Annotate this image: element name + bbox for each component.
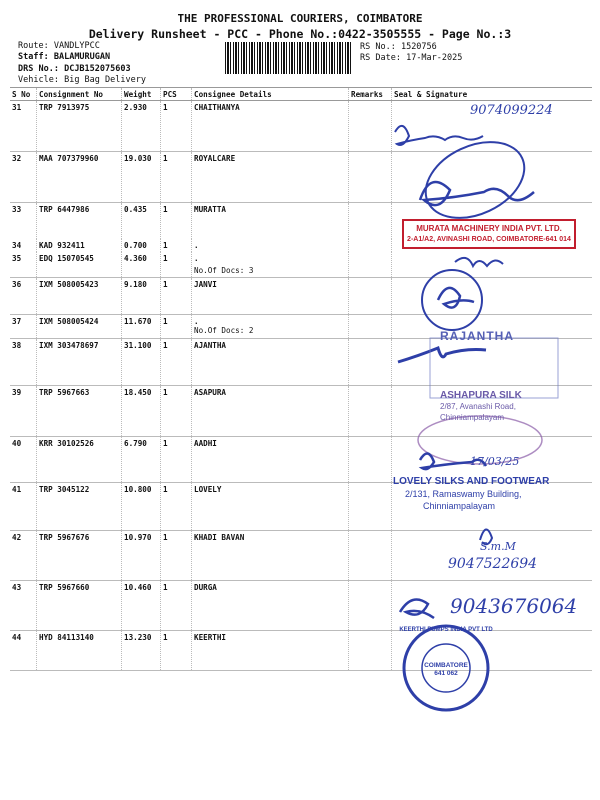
cell-consignee: JANVI xyxy=(192,277,349,314)
cell-consignment: TRP 5967660 xyxy=(37,580,122,630)
cell-remarks xyxy=(349,203,392,239)
cell-pcs: 1 xyxy=(161,239,192,252)
cell-weight: 2.930 xyxy=(122,101,161,152)
cell-remarks xyxy=(349,239,392,252)
keerthi-seal-center xyxy=(416,662,476,678)
cell-sno: 44 xyxy=(10,630,37,670)
cell-sno: 33 xyxy=(10,203,37,239)
route-line: Route: VANDLYPCC xyxy=(18,41,100,51)
cell-consignee: MURATTA xyxy=(192,203,349,239)
rs-date-value: 17-Mar-2025 xyxy=(406,53,463,63)
cell-consignee: . xyxy=(192,239,349,252)
asapura-stamp xyxy=(440,390,522,423)
table-header-row xyxy=(10,88,592,101)
cell-sno: 40 xyxy=(10,436,37,482)
rs-date-line: RS Date: 17-Mar-2025 xyxy=(360,53,463,63)
docs-count: No.Of Docs: 2 xyxy=(194,325,254,335)
company-title: THE PROFESSIONAL COURIERS, COIMBATORE xyxy=(177,12,423,25)
cell-consignment: TRP 5967663 xyxy=(37,385,122,436)
table-row xyxy=(10,338,592,385)
cell-sno: 42 xyxy=(10,530,37,580)
handwritten-phone-3: 9043676064 xyxy=(450,594,578,618)
col-pcs: PCS xyxy=(161,88,192,101)
cell-remarks xyxy=(349,530,392,580)
staff-line: Staff: BALAMURUGAN xyxy=(18,52,111,62)
cell-consignment: KRR 30102526 xyxy=(37,436,122,482)
cell-consignment: IXM 508005423 xyxy=(37,277,122,314)
lovely-stamp-line2: 2/131, Ramaswamy Building, xyxy=(405,489,522,499)
cell-consignee: CHAITHANYA xyxy=(192,101,349,152)
keerthi-seal-city: COIMBATORE xyxy=(424,662,468,669)
rs-no-value: 1520756 xyxy=(400,42,437,52)
cell-weight: 6.790 xyxy=(122,436,161,482)
handwritten-date: 17/03/25 xyxy=(470,455,520,468)
runsheet-subtitle: Delivery Runsheet - PCC - Phone No.:0422-3505555 - Page No.:3 xyxy=(88,27,512,41)
barcode xyxy=(225,42,353,74)
cell-pcs: 1 xyxy=(161,314,192,338)
cell-sno: 34 xyxy=(10,239,37,252)
cell-seal xyxy=(392,152,593,203)
cell-consignee xyxy=(192,314,349,338)
cell-weight: 10.800 xyxy=(122,482,161,530)
col-sno: S No xyxy=(10,88,37,101)
keerthi-seal-pin: 641 062 xyxy=(434,670,458,677)
murata-stamp xyxy=(402,219,576,249)
cell-consignment: TRP 7913975 xyxy=(37,101,122,152)
cell-weight: 13.230 xyxy=(122,630,161,670)
cell-remarks xyxy=(349,482,392,530)
cell-seal xyxy=(392,252,593,278)
cell-seal xyxy=(392,338,593,385)
table-row xyxy=(10,252,592,278)
cell-sno: 36 xyxy=(10,277,37,314)
drs-line: DRS No.: DCJB152075603 xyxy=(18,64,131,74)
cell-consignee: AADHI xyxy=(192,436,349,482)
cell-consignee: DURGA xyxy=(192,580,349,630)
cell-weight: 4.360 xyxy=(122,252,161,278)
cell-consignee: ROYALCARE xyxy=(192,152,349,203)
cell-pcs: 1 xyxy=(161,385,192,436)
cell-weight: 10.970 xyxy=(122,530,161,580)
table-row xyxy=(10,530,592,580)
cell-sno: 37 xyxy=(10,314,37,338)
handwritten-phone-1: 9074099224 xyxy=(470,103,553,118)
cell-consignment: MAA 707379960 xyxy=(37,152,122,203)
col-weight: Weight xyxy=(122,88,161,101)
docs-count: No.Of Docs: 3 xyxy=(194,265,254,275)
keerthi-seal-ring: KEERTHI PUMPS INDIA PVT LTD xyxy=(399,627,493,633)
cell-pcs: 1 xyxy=(161,580,192,630)
cell-consignment: TRP 3045122 xyxy=(37,482,122,530)
col-seal: Seal & Signature xyxy=(392,88,593,101)
lovely-stamp-line3: Chinniampalayam xyxy=(423,501,496,511)
drs-value: DCJB152075603 xyxy=(64,64,131,74)
rs-no-line: RS No.: 1520756 xyxy=(360,42,437,52)
consignee-name: . xyxy=(194,316,199,326)
cell-consignee xyxy=(192,252,349,278)
murata-stamp-line2: 2-A1/A2, AVINASHI ROAD, COIMBATORE-641 014 xyxy=(407,236,571,243)
asapura-stamp-line3: Chinniampalayam xyxy=(440,413,505,422)
cell-consignee: ASAPURA xyxy=(192,385,349,436)
asapura-stamp-line1: ASHAPURA SILK xyxy=(440,390,522,401)
col-consignment: Consignment No xyxy=(37,88,122,101)
cell-pcs: 1 xyxy=(161,203,192,239)
cell-sno: 31 xyxy=(10,101,37,152)
vehicle-line: Vehicle: Big Bag Delivery xyxy=(18,75,146,85)
cell-consignment: IXM 508005424 xyxy=(37,314,122,338)
runsheet-table xyxy=(10,87,592,671)
cell-weight: 9.180 xyxy=(122,277,161,314)
cell-sno: 43 xyxy=(10,580,37,630)
col-consignee: Consignee Details xyxy=(192,88,349,101)
cell-pcs: 1 xyxy=(161,530,192,580)
cell-weight: 0.435 xyxy=(122,203,161,239)
route-value: VANDLYPCC xyxy=(53,41,100,51)
cell-consignee: LOVELY xyxy=(192,482,349,530)
cell-weight: 19.030 xyxy=(122,152,161,203)
cell-pcs: 1 xyxy=(161,101,192,152)
rajantha-stamp: RAJANTHA xyxy=(440,329,514,343)
cell-consignment: TRP 5967676 xyxy=(37,530,122,580)
col-remarks: Remarks xyxy=(349,88,392,101)
cell-remarks xyxy=(349,252,392,278)
cell-sno: 35 xyxy=(10,252,37,278)
cell-sno: 38 xyxy=(10,338,37,385)
cell-weight: 11.670 xyxy=(122,314,161,338)
cell-remarks xyxy=(349,630,392,670)
vehicle-value: Big Bag Delivery xyxy=(64,75,146,85)
table-row xyxy=(10,277,592,314)
cell-consignee: KEERTHI xyxy=(192,630,349,670)
cell-consignee: AJANTHA xyxy=(192,338,349,385)
murata-stamp-line1: MURATA MACHINERY INDIA PVT. LTD. xyxy=(416,224,562,233)
cell-remarks xyxy=(349,277,392,314)
cell-seal xyxy=(392,530,593,580)
cell-consignment: EDQ 15070545 xyxy=(37,252,122,278)
cell-pcs: 1 xyxy=(161,252,192,278)
cell-seal xyxy=(392,277,593,314)
cell-sno: 39 xyxy=(10,385,37,436)
lovely-stamp xyxy=(393,476,549,512)
cell-weight: 0.700 xyxy=(122,239,161,252)
cell-remarks xyxy=(349,385,392,436)
cell-consignee: KHADI BAVAN xyxy=(192,530,349,580)
staff-value: BALAMURUGAN xyxy=(53,52,111,62)
cell-consignment: KAD 932411 xyxy=(37,239,122,252)
cell-remarks xyxy=(349,314,392,338)
cell-consignment: HYD 84113140 xyxy=(37,630,122,670)
cell-weight: 31.100 xyxy=(122,338,161,385)
cell-pcs: 1 xyxy=(161,277,192,314)
cell-pcs: 1 xyxy=(161,630,192,670)
cell-remarks xyxy=(349,580,392,630)
cell-pcs: 1 xyxy=(161,482,192,530)
handwritten-phone-2: 9047522694 xyxy=(448,556,538,572)
cell-remarks xyxy=(349,101,392,152)
cell-pcs: 1 xyxy=(161,338,192,385)
cell-remarks xyxy=(349,152,392,203)
handwritten-name: S.m.M xyxy=(480,540,516,553)
cell-pcs: 1 xyxy=(161,152,192,203)
consignee-name: . xyxy=(194,253,199,263)
table-row xyxy=(10,152,592,203)
table-row xyxy=(10,630,592,670)
cell-consignment: TRP 6447986 xyxy=(37,203,122,239)
asapura-stamp-line2: 2/87, Avanashi Road, xyxy=(440,402,516,411)
cell-sno: 32 xyxy=(10,152,37,203)
cell-weight: 10.460 xyxy=(122,580,161,630)
cell-weight: 18.450 xyxy=(122,385,161,436)
cell-consignment: IXM 303478697 xyxy=(37,338,122,385)
lovely-stamp-line1: LOVELY SILKS AND FOOTWEAR xyxy=(393,476,550,487)
cell-sno: 41 xyxy=(10,482,37,530)
cell-remarks xyxy=(349,436,392,482)
cell-remarks xyxy=(349,338,392,385)
cell-pcs: 1 xyxy=(161,436,192,482)
